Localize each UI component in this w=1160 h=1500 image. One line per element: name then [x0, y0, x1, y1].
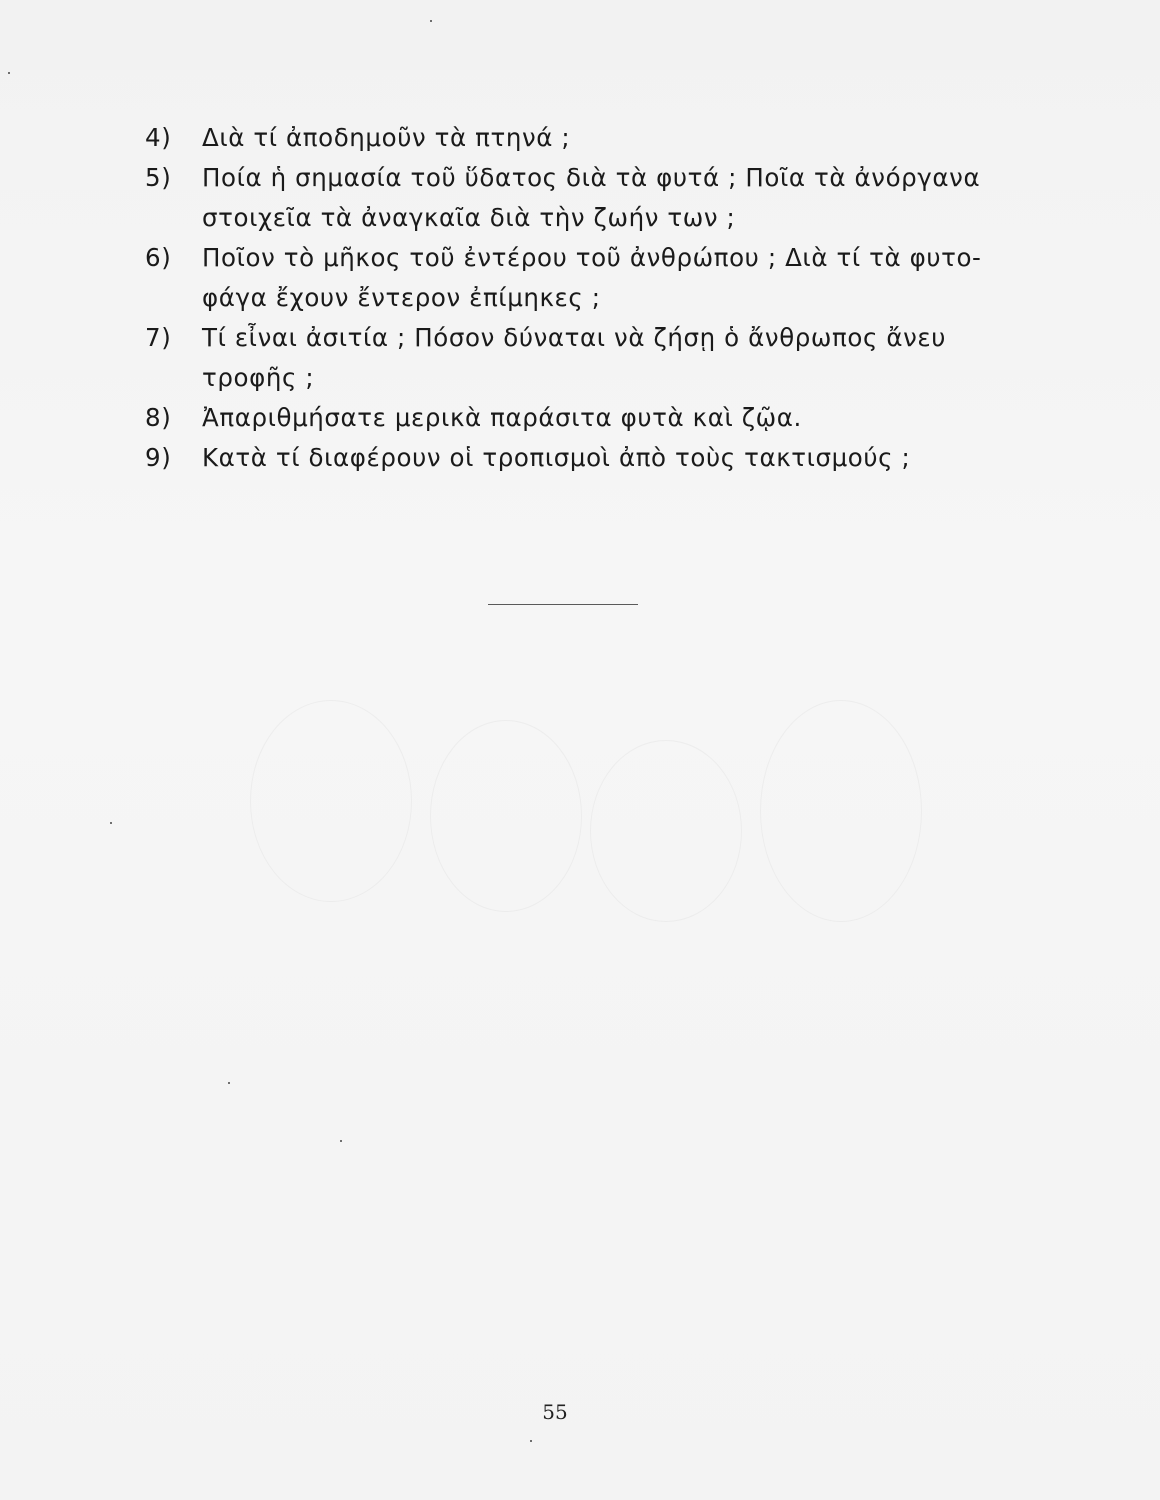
question-number: 9): [145, 443, 172, 472]
question-6: [145, 238, 1025, 278]
speck: [340, 1140, 342, 1142]
question-text: στοιχεῖα τὰ ἀναγκαῖα διὰ τὴν ζωήν των ;: [202, 203, 736, 232]
bleed-through-mark: [250, 700, 412, 902]
question-8: [145, 398, 1025, 438]
bleed-through-mark: [430, 720, 582, 912]
page-number: 55: [542, 1400, 568, 1424]
question-7: [145, 318, 1025, 358]
question-text: Ποία ἡ σημασία τοῦ ὕδατος διὰ τὰ φυτά ; Ποῖα τὰ ἀνόργανα: [202, 163, 981, 192]
question-text: Διὰ τί ἀποδημοῦν τὰ πτηνά ;: [202, 123, 571, 152]
bleed-through-mark: [590, 740, 742, 922]
question-text: Κατὰ τί διαφέρουν οἱ τροπισμοὶ ἀπὸ τοὺς τακτισμούς ;: [202, 443, 911, 472]
question-7-continued: [145, 358, 1025, 398]
question-number: 8): [145, 403, 172, 432]
question-5-continued: [145, 198, 1025, 238]
question-text: Ἀπαριθμήσατε μερικὰ παράσιτα φυτὰ καὶ ζῷα.: [202, 403, 802, 432]
bleed-through-mark: [760, 700, 922, 922]
question-5: [145, 158, 1025, 198]
speck: [8, 72, 10, 74]
question-number: 5): [145, 163, 172, 192]
speck: [530, 1440, 532, 1442]
speck: [430, 20, 432, 22]
review-questions: [145, 118, 1025, 478]
question-text: Τί εἶναι ἀσιτία ; Πόσον δύναται νὰ ζήσῃ ὁ ἄνθρωπος ἄνευ: [202, 323, 947, 352]
question-9: [145, 438, 1025, 478]
question-text: φάγα ἔχουν ἔντερον ἐπίμηκες ;: [202, 283, 601, 312]
question-4: [145, 118, 1025, 158]
question-text: τροφῆς ;: [202, 363, 315, 392]
speck: [110, 822, 112, 824]
question-6-continued: [145, 278, 1025, 318]
question-number: 7): [145, 323, 172, 352]
speck: [228, 1082, 230, 1084]
question-number: 4): [145, 123, 172, 152]
question-number: 6): [145, 243, 172, 272]
section-divider: [488, 604, 638, 605]
question-text: Ποῖον τὸ μῆκος τοῦ ἐντέρου τοῦ ἀνθρώπου ; Διὰ τί τὰ φυτο-: [202, 243, 982, 272]
